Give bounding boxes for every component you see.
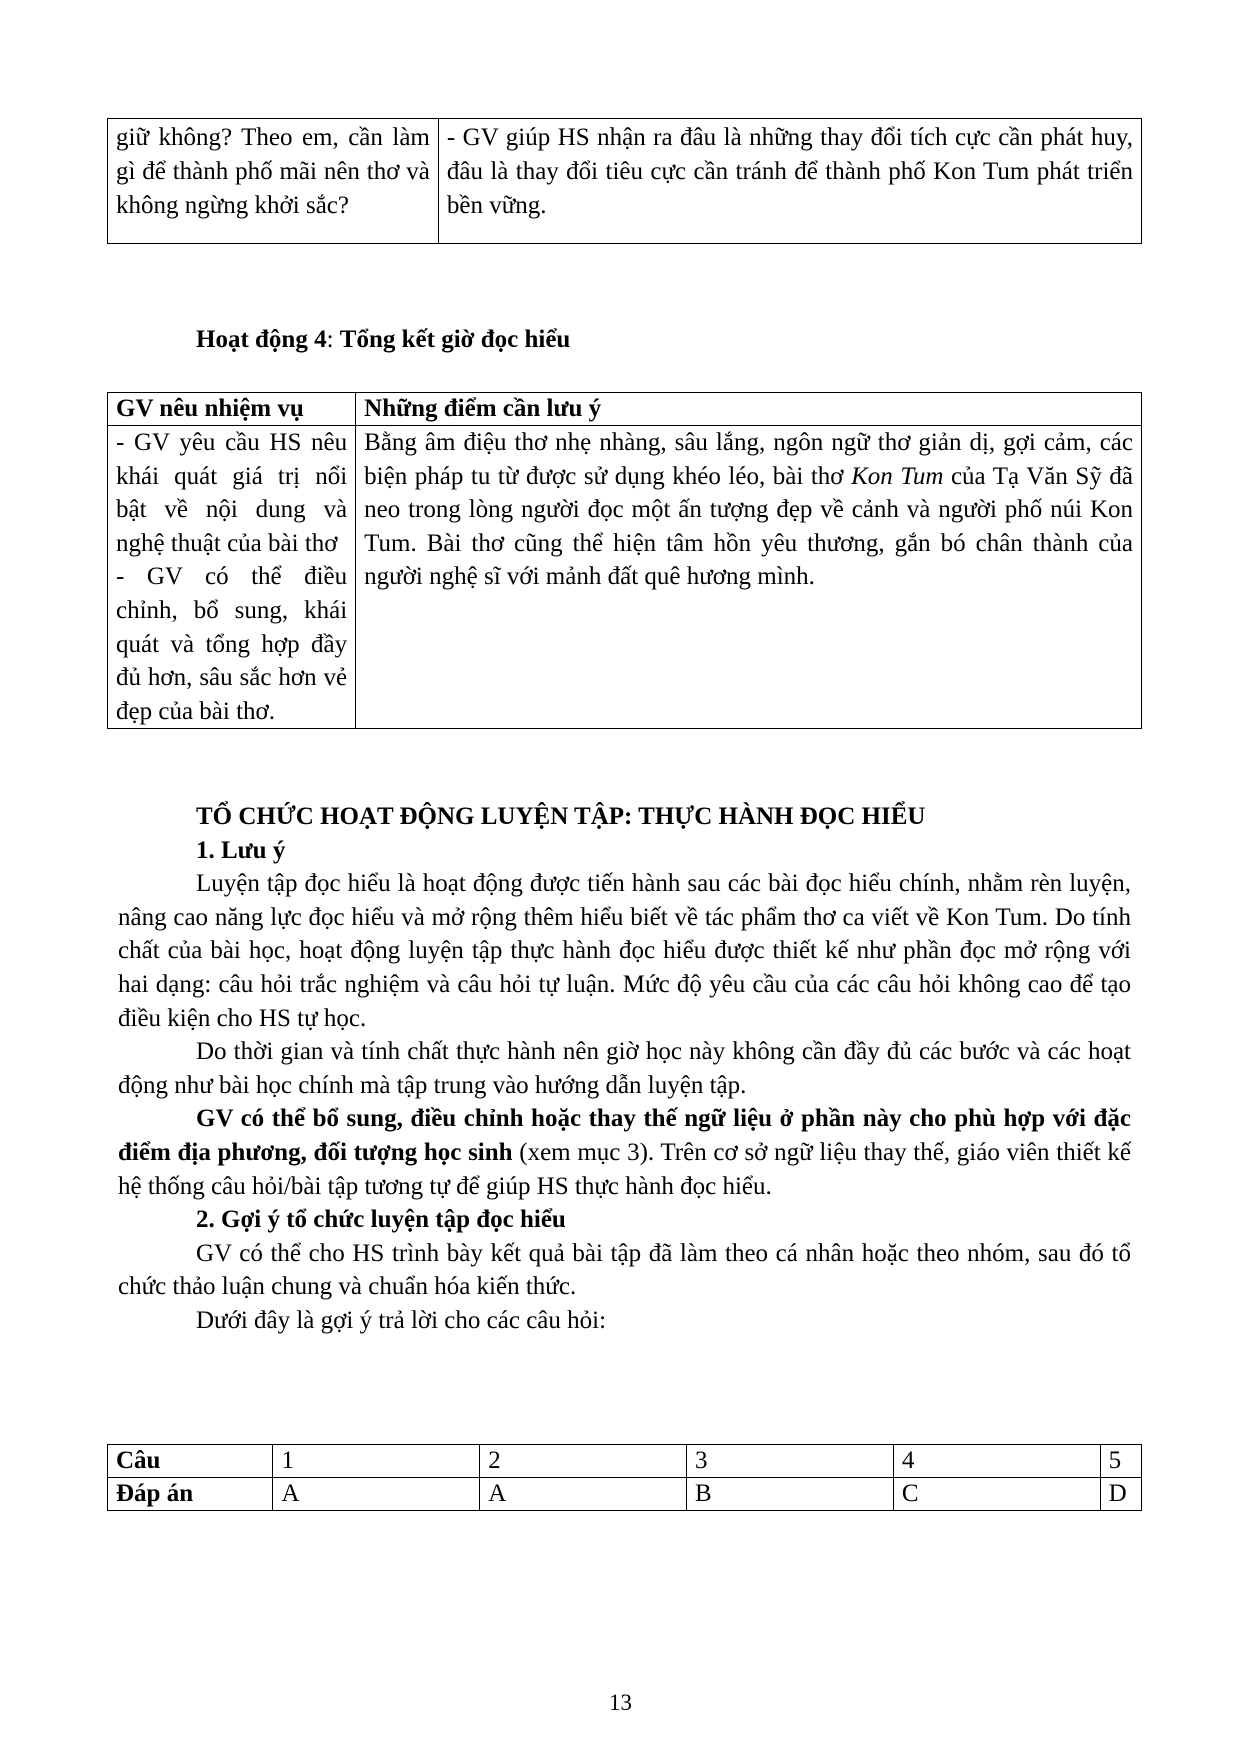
practice-section <box>118 800 1131 1338</box>
poem-title: Kon Tum <box>851 462 944 490</box>
notes-cell <box>356 426 1142 729</box>
subsection-1-heading: 1. Lưu ý <box>196 836 286 864</box>
header-notes: Những điểm cần lưu ý <box>356 393 1142 426</box>
question-number: 2 <box>480 1445 687 1478</box>
subsection-2-heading: 2. Gợi ý tổ chức luyện tập đọc hiểu <box>196 1206 566 1234</box>
answer-label: Đáp án <box>108 1478 273 1511</box>
question-number: 1 <box>273 1445 480 1478</box>
answer-value: A <box>480 1478 687 1511</box>
task-item: - GV yêu cầu HS nêu khái quát giá trị nổi bật về nội dung và nghệ thuật của bài thơ <box>116 429 348 557</box>
task-item: - GV có thể điều chỉnh, bổ sung, khái quát và tổng hợp đầy đủ hơn, sâu sắc hơn vẻ đẹp của bài thơ. <box>116 563 348 725</box>
activity-title: Tổng kết giờ đọc hiểu <box>339 326 571 353</box>
answer-value: D <box>1100 1478 1141 1511</box>
question-number: 4 <box>893 1445 1100 1478</box>
summary-table <box>107 392 1142 729</box>
paragraph: GV có thể cho HS trình bày kết quả bài tập đã làm theo cá nhân hoặc theo nhóm, sau đó tổ chức thảo luận chung và chuẩn hóa kiến thức. <box>118 1239 1131 1301</box>
notes-text-cont: của Tạ Văn Sỹ đã neo trong lòng người đọc một ấn tượng đẹp về cảnh và người phố núi Kon Tum. Bài thơ cũng thể hiện tâm hồn yêu thương, gắn bó chân thành của người nghệ sĩ với mảnh đất quê hương mình. <box>364 462 1133 591</box>
paragraph <box>118 1102 1131 1203</box>
question-number: 3 <box>687 1445 894 1478</box>
answer-value: B <box>687 1478 894 1511</box>
bold-note: GV có thể bổ sung, điều chỉnh hoặc thay thế ngữ liệu ở phần này cho phù hợp với đặc điểm địa phương, đối tượng học sinh <box>118 1105 1131 1166</box>
table-row <box>108 1445 1142 1478</box>
paragraph: Do thời gian và tính chất thực hành nên giờ học này không cần đầy đủ các bước và các hoạt động như bài học chính mà tập trung vào hướng dẫn luyện tập. <box>118 1038 1131 1099</box>
table-row <box>108 1478 1142 1511</box>
paragraph: Luyện tập đọc hiểu là hoạt động được tiến hành sau các bài đọc hiểu chính, nhằm rèn luyện, nâng cao năng lực đọc hiểu và mở rộng thêm hiểu biết về tác phẩm thơ ca viết về Kon Tum. Do tính chất của bài học, hoạt động luyện tập thực hành đọc hiểu được thiết kế như phần đọc mở rộng với hai dạng: câu hỏi trắc nghiệm và câu hỏi tự luận. Mức độ yêu cầu của các câu hỏi không cao để tạo điều kiện cho HS tự học. <box>118 870 1131 1032</box>
activity-label: Hoạt động 4 <box>196 326 327 353</box>
answer-value: A <box>273 1478 480 1511</box>
notes-text: Bằng âm điệu thơ nhẹ nhàng, sâu lắng, ngôn ngữ thơ giản dị, gợi cảm, các biện pháp tu từ được sử dụng khéo léo, bài thơ <box>364 429 1133 490</box>
page-number: 13 <box>609 1690 632 1715</box>
note-rest: (xem mục 3). Trên cơ sở ngữ liệu thay thế, giáo viên thiết kế hệ thống câu hỏi/bài tập tương tự để giúp HS thực hành đọc hiểu. <box>118 1138 1131 1200</box>
question-label: Câu <box>108 1445 273 1478</box>
guidance-cell: - GV giúp HS nhận ra đâu là những thay đổi tích cực cần phát huy, đâu là thay đổi tiêu cực cần tránh để thành phố Kon Tum phát triển bền vững. <box>438 119 1141 244</box>
discussion-table <box>107 118 1142 244</box>
section-heading: TỔ CHỨC HOẠT ĐỘNG LUYỆN TẬP: THỰC HÀNH ĐỌC HIỂU <box>196 803 926 830</box>
activity-colon: : <box>326 326 340 353</box>
tasks-cell <box>108 426 356 729</box>
header-tasks: GV nêu nhiệm vụ <box>108 393 356 426</box>
question-number: 5 <box>1100 1445 1141 1478</box>
answer-table <box>107 1444 1142 1511</box>
paragraph: Dưới đây là gợi ý trả lời cho các câu hỏi: <box>196 1306 607 1334</box>
answer-value: C <box>893 1478 1100 1511</box>
activity-4-heading <box>196 323 570 357</box>
question-cell: giữ không? Theo em, cần làm gì để thành phố mãi nên thơ và không ngừng khởi sắc? <box>108 119 439 244</box>
